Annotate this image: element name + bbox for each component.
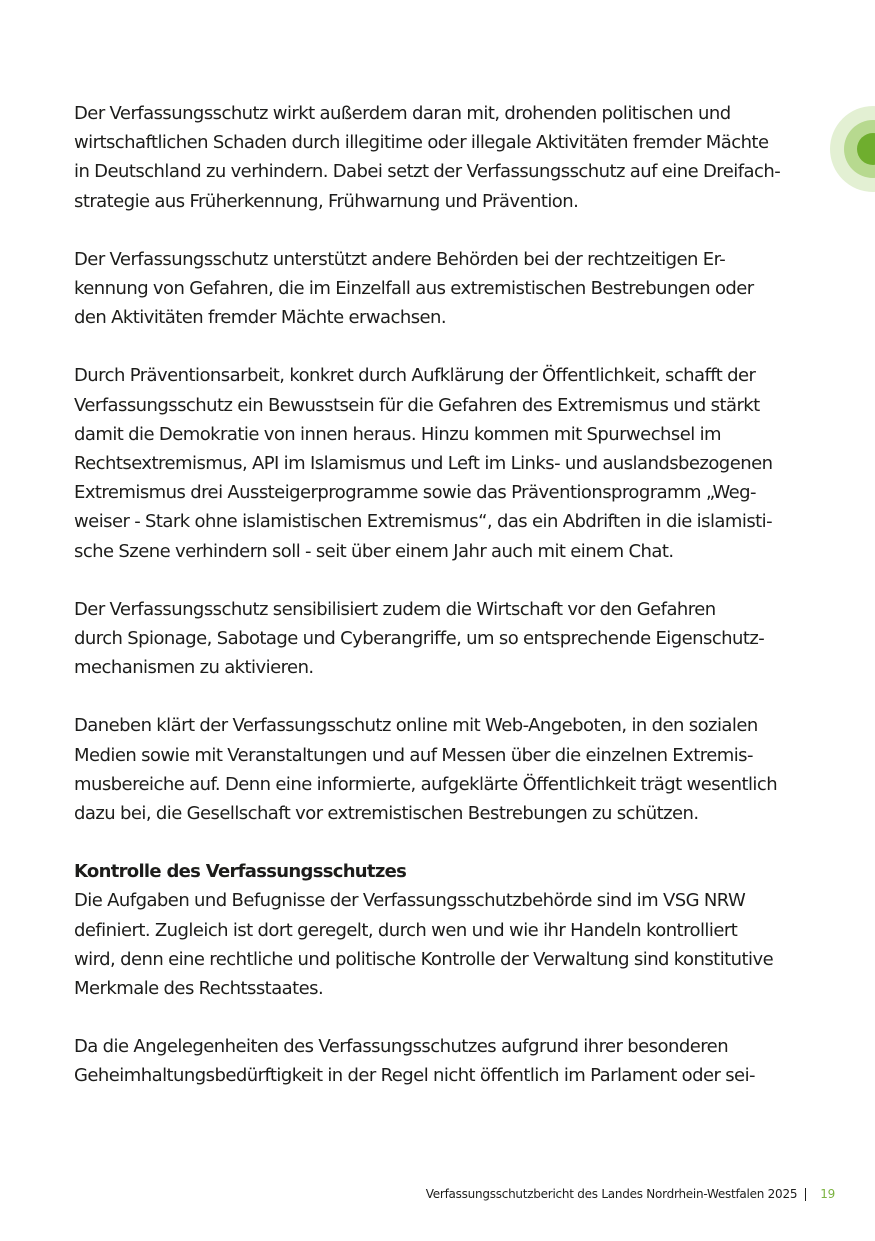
text-line: wird, denn eine rechtliche und politische Kontrolle der Verwaltung sind konstitutive bbox=[74, 948, 774, 970]
text-line: musbereiche auf. Denn eine informierte, aufgeklärte Öffentlichkeit trägt wesentlich bbox=[74, 773, 778, 795]
text-line: sche Szene verhindern soll - seit über einem Jahr auch mit einem Chat. bbox=[74, 540, 674, 562]
text-line: Durch Präventionsarbeit, konkret durch Aufklärung der Öffentlichkeit, schafft der bbox=[74, 365, 756, 387]
text-line: dazu bei, die Gesellschaft vor extremistischen Bestrebungen zu schützen. bbox=[74, 803, 699, 825]
text-line: durch Spionage, Sabotage und Cyberangriffe, um so entsprechende Eigenschutz- bbox=[74, 628, 765, 650]
text-line: kennung von Gefahren, die im Einzelfall aus extremistischen Bestrebungen oder bbox=[74, 278, 754, 300]
text-line: Merkmale des Rechtsstaates. bbox=[74, 978, 324, 1000]
text-line: Medien sowie mit Veranstaltungen und auf Messen über die einzelnen Extremis- bbox=[74, 744, 753, 766]
text-line: strategie aus Früherkennung, Frühwarnung und Prävention. bbox=[74, 190, 579, 212]
text-line: Geheimhaltungsbedürftigkeit in der Regel nicht öffentlich im Parlament oder sei- bbox=[74, 1065, 755, 1087]
text-line: Rechtsextremismus, API im Islamismus und Left im Links- und auslandsbezogenen bbox=[74, 453, 773, 475]
text-line: definiert. Zugleich ist dort geregelt, durch wen und wie ihr Handeln kontrolliert bbox=[74, 919, 738, 941]
text-line: Die Aufgaben und Befugnisse der Verfassungsschutzbehörde sind im VSG NRW bbox=[74, 890, 746, 912]
text-line: Extremismus drei Aussteigerprogramme sowie das Präventionsprogramm „Weg- bbox=[74, 482, 756, 504]
footer-divider bbox=[805, 1188, 806, 1201]
paragraph-4 bbox=[74, 595, 814, 683]
text-line: Verfassungsschutz ein Bewusstsein für die Gefahren des Extremismus und stärkt bbox=[74, 394, 760, 416]
text-line: wirtschaftlichen Schaden durch illegitime oder illegale Aktivitäten fremder Mächte bbox=[74, 132, 769, 154]
paragraph-3 bbox=[74, 361, 814, 565]
text-line: Der Verfassungsschutz wirkt außerdem daran mit, drohenden politischen und bbox=[74, 103, 731, 124]
text-line: Daneben klärt der Verfassungsschutz online mit Web-Angeboten, in den sozialen bbox=[74, 715, 758, 737]
text-line: damit die Demokratie von innen heraus. Hinzu kommen mit Spurwechsel im bbox=[74, 423, 722, 445]
footer-title: Verfassungsschutzbericht des Landes Nordrhein-Westfalen 2025 bbox=[425, 1187, 798, 1201]
section-heading: Kontrolle des Verfassungsschutzes bbox=[74, 861, 407, 883]
text-line: weiser - Stark ohne islamistischen Extremismus“, das ein Abdriften in die islamisti- bbox=[74, 511, 773, 533]
text-line: mechanismen zu aktivieren. bbox=[74, 657, 314, 679]
text-line: den Aktivitäten fremder Mächte erwachsen. bbox=[74, 307, 447, 329]
paragraph-2 bbox=[74, 245, 814, 333]
text-line: in Deutschland zu verhindern. Dabei setzt der Verfassungsschutz auf eine Dreifach- bbox=[74, 161, 781, 183]
paragraph-6 bbox=[74, 886, 814, 1003]
paragraph-7 bbox=[74, 1032, 814, 1090]
paragraph-5 bbox=[74, 711, 814, 828]
page-body bbox=[74, 99, 814, 1091]
paragraph-1 bbox=[74, 99, 814, 216]
decorative-circles bbox=[830, 106, 875, 192]
text-line: Da die Angelegenheiten des Verfassungsschutzes aufgrund ihrer besonderen bbox=[74, 1036, 729, 1058]
text-line: Der Verfassungsschutz unterstützt andere Behörden bei der rechtzeitigen Er- bbox=[74, 248, 726, 270]
text-line: Der Verfassungsschutz sensibilisiert zudem die Wirtschaft vor den Gefahren bbox=[74, 598, 716, 620]
page-number: 19 bbox=[820, 1187, 835, 1201]
page-footer bbox=[426, 1185, 835, 1203]
